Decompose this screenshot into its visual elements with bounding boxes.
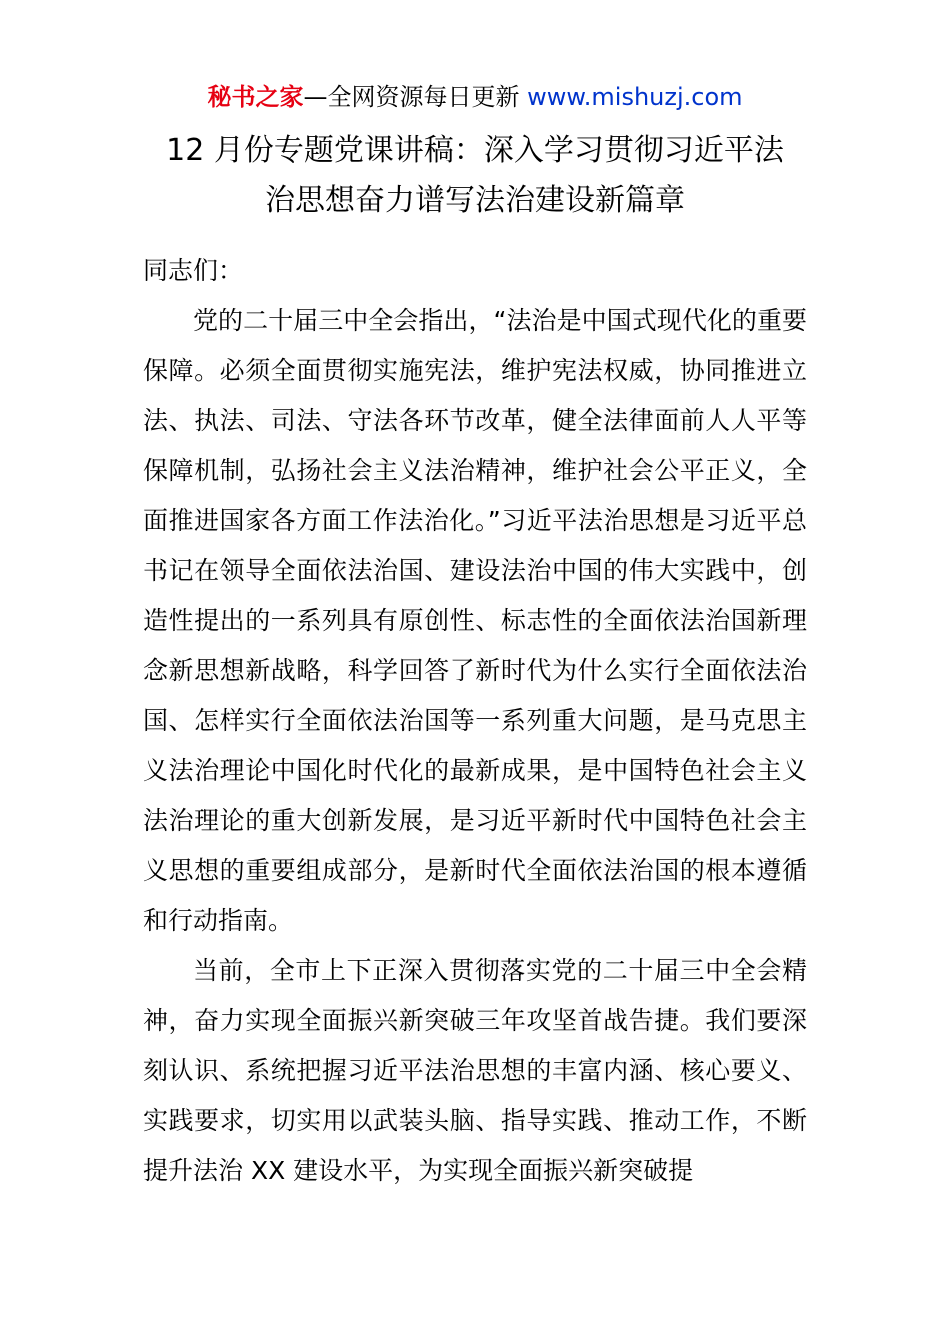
site-brand: 秘书之家 <box>207 83 304 111</box>
site-url-link[interactable]: www.mishuzj.com <box>527 83 743 111</box>
body-paragraph-2: 当前，全市上下正深入贯彻落实党的二十届三中全会精神，奋力实现全面振兴新突破三年攻坚首战告捷。我们要深刻认识、系统把握习近平法治思想的丰富内涵、核心要义、实践要求，切实用以武装头脑、指导实践、推动工作，不断提升法治 XX 建设水平，为实现全面振兴新突破提 <box>143 956 807 1185</box>
document-title-line-1: 12 月份专题党课讲稿：深入学习贯彻习近平法 <box>166 133 784 168</box>
document-body <box>143 246 807 1196</box>
site-tagline: —全网资源每日更新 <box>303 83 520 111</box>
document-title-line-2: 治思想奋力谱写法治建设新篇章 <box>265 183 685 218</box>
document-title <box>0 126 950 226</box>
salutation: 同志们： <box>143 256 244 285</box>
site-header <box>0 80 950 114</box>
body-paragraph-1: 党的二十届三中全会指出，“法治是中国式现代化的重要保障。必须全面贯彻实施宪法，维护宪法权威，协同推进立法、执法、司法、守法各环节改革，健全法律面前人人平等保障机制，弘扬社会主义法治精神，维护社会公平正义，全面推进国家各方面工作法治化。”习近平法治思想是习近平总书记在领导全面依法治国、建设法治中国的伟大实践中，创造性提出的一系列具有原创性、标志性的全面依法治国新理念新思想新战略，科学回答了新时代为什么实行全面依法治国、怎样实行全面依法治国等一系列重大问题，是马克思主义法治理论中国化时代化的最新成果，是中国特色社会主义法治理论的重大创新发展，是习近平新时代中国特色社会主义思想的重要组成部分，是新时代全面依法治国的根本遵循和行动指南。 <box>143 306 807 935</box>
